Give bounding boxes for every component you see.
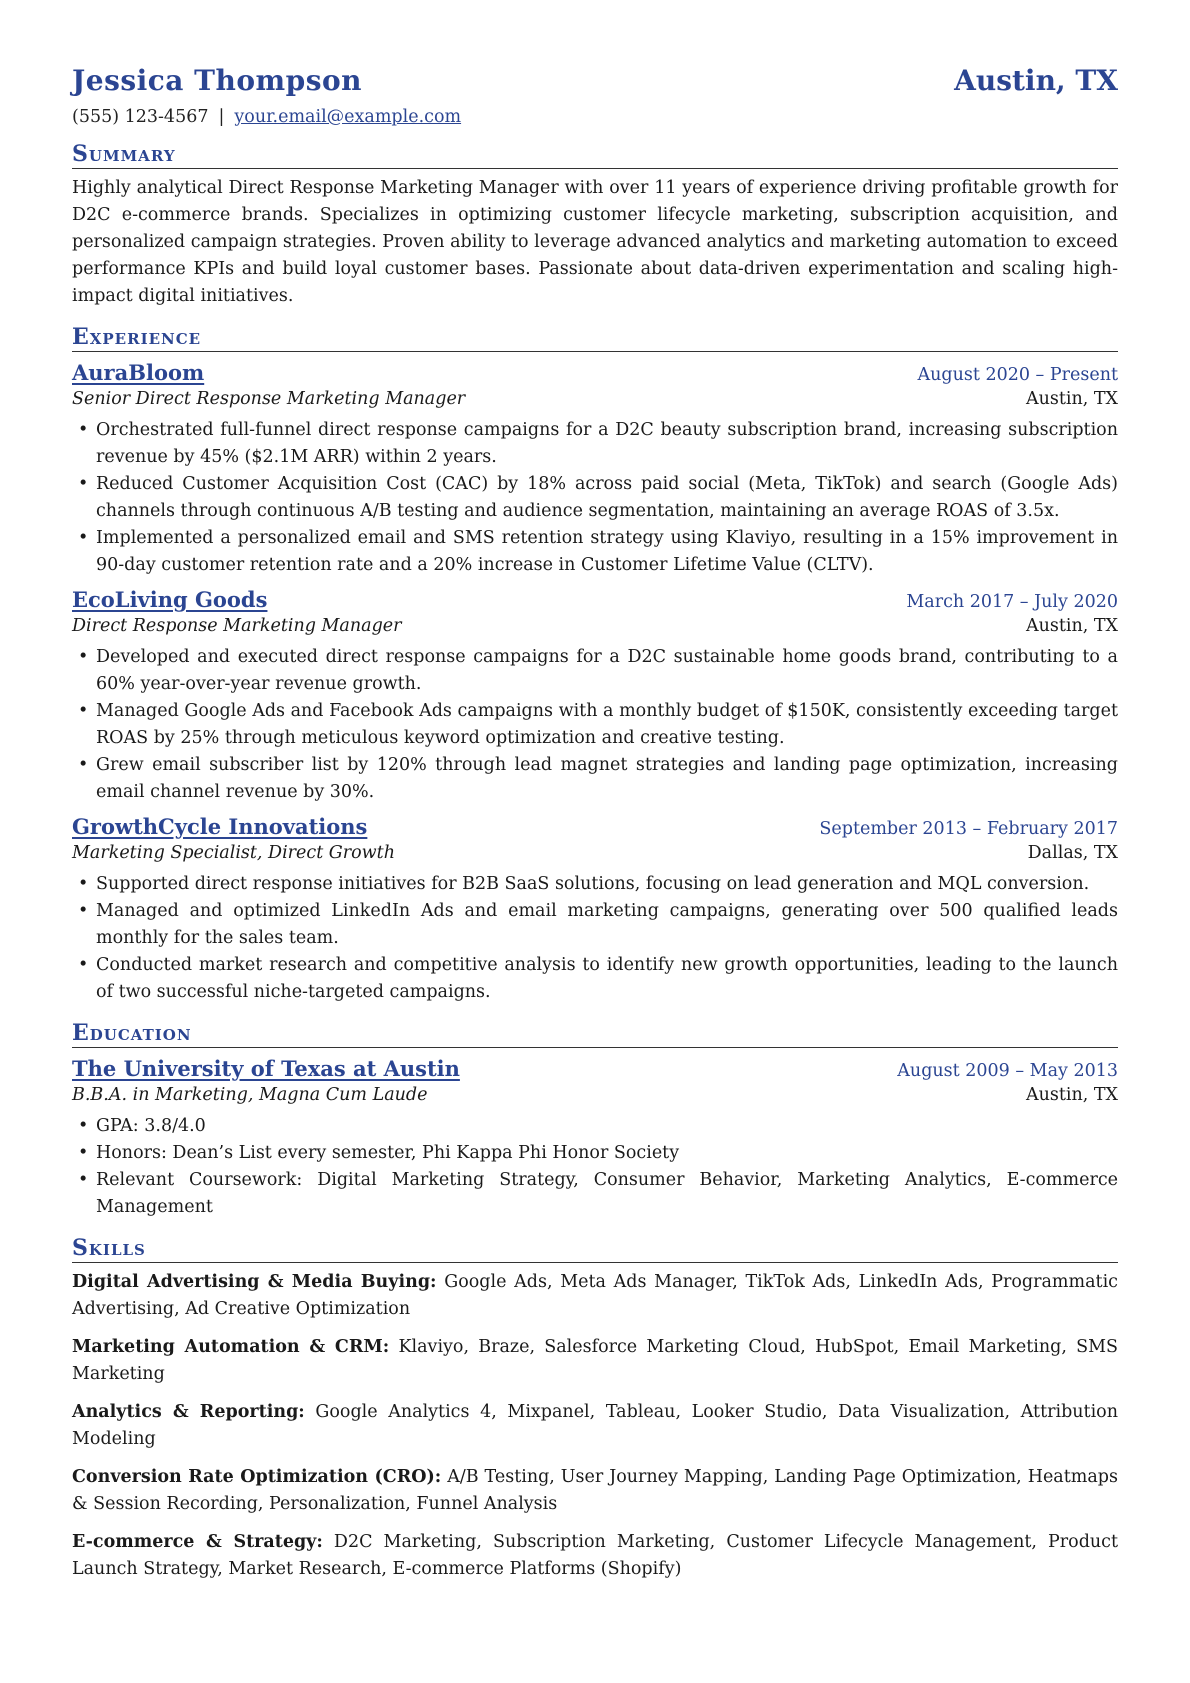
bullet-icon: •: [78, 701, 89, 721]
job-bullets: [72, 644, 1118, 806]
candidate-name: Jessica Thompson: [72, 64, 363, 97]
bullet-item: • Supported direct response initiatives for B2B SaaS solutions, focusing on lead generation and MQL conversion.: [72, 871, 1118, 898]
header: [72, 64, 1118, 97]
bullet-item: • GPA: 3.8/4.0: [72, 1113, 1118, 1140]
job-title: Marketing Specialist, Direct Growth: [72, 843, 395, 863]
skill-value: A/B Testing, User Journey Mapping, Landing Page Optimization, Heatmaps & Session Recording, Personalization, Funnel Analysis: [72, 1467, 1118, 1514]
company-link[interactable]: EcoLiving Goods: [72, 587, 268, 612]
job-entry: [72, 814, 1118, 1006]
job-title: Senior Direct Response Marketing Manager: [72, 389, 466, 409]
bullet-icon: •: [78, 647, 89, 667]
skill-value: D2C Marketing, Subscription Marketing, Customer Lifecycle Management, Product Launch Strategy, Market Research, E-commerce Platforms (Shopify): [72, 1532, 1119, 1579]
bullet-icon: •: [78, 874, 89, 894]
skill-row: [72, 1269, 1118, 1323]
company-link[interactable]: GrowthCycle Innovations: [72, 814, 368, 839]
education-entry: [72, 1056, 1118, 1221]
bullet-item: • Honors: Dean’s List every semester, Phi Kappa Phi Honor Society: [72, 1140, 1118, 1167]
contact-separator: |: [218, 107, 225, 127]
phone-number: (555) 123-4567: [72, 107, 209, 127]
job-bullets: [72, 871, 1118, 1006]
company-link[interactable]: AuraBloom: [72, 360, 205, 385]
summary-text: Highly analytical Direct Response Marketing Manager with over 11 years of experience driving profitable growth for D2C e-commerce brands. Specializes in optimizing customer lifecycle marketing, subscription acquisition, and personalized campaign strategies. Proven ability to leverage advanced analytics and marketing automation to exceed performance KPIs and build loyal customer bases. Passionate about data-driven experimentation and scaling high-impact digital initiatives.: [72, 178, 1118, 306]
school-link[interactable]: The University of Texas at Austin: [72, 1056, 460, 1081]
job-location: Dallas, TX: [1027, 843, 1118, 863]
bullet-icon: •: [78, 1143, 89, 1163]
bullet-item: • Conducted market research and competitive analysis to identify new growth opportunities, leading to the launch of two successful niche-targeted campaigns.: [72, 952, 1118, 1006]
job-entry: [72, 360, 1118, 579]
degree: B.B.A. in Marketing, Magna Cum Laude: [72, 1085, 428, 1105]
education-dates: August 2009 – May 2013: [897, 1061, 1118, 1081]
skill-row: [72, 1399, 1118, 1453]
job-dates: September 2013 – February 2017: [819, 819, 1118, 839]
bullet-item: • Orchestrated full-funnel direct response campaigns for a D2C beauty subscription brand, increasing subscription revenue by 45% ($2.1M ARR) within 2 years.: [72, 417, 1118, 471]
bullet-icon: •: [78, 420, 89, 440]
job-location: Austin, TX: [1025, 389, 1118, 409]
skill-label: Conversion Rate Optimization (CRO):: [72, 1467, 442, 1487]
bullet-item: • Reduced Customer Acquisition Cost (CAC) by 18% across paid social (Meta, TikTok) and search (Google Ads) channels through continuous A/B testing and audience segmentation, maintaining an average ROAS of 3.5x.: [72, 471, 1118, 525]
summary-heading: Summary: [72, 141, 1118, 169]
job-dates: March 2017 – July 2020: [906, 592, 1118, 612]
skill-row: [72, 1529, 1118, 1583]
bullet-item: • Grew email subscriber list by 120% through lead magnet strategies and landing page optimization, increasing email channel revenue by 30%.: [72, 752, 1118, 806]
bullet-icon: •: [78, 901, 89, 921]
bullet-icon: •: [78, 474, 89, 494]
email-link[interactable]: your.email@example.com: [234, 107, 462, 127]
skill-value: Google Ads, Meta Ads Manager, TikTok Ads, LinkedIn Ads, Programmatic Advertising, Ad Creative Optimization: [72, 1272, 1118, 1319]
skill-row: [72, 1334, 1118, 1388]
skill-label: E-commerce & Strategy:: [72, 1532, 323, 1552]
skill-value: Klaviyo, Braze, Salesforce Marketing Cloud, HubSpot, Email Marketing, SMS Marketing: [72, 1337, 1118, 1384]
bullet-icon: •: [78, 955, 89, 975]
education-location: Austin, TX: [1025, 1085, 1118, 1105]
education-bullets: [72, 1113, 1118, 1221]
bullet-item: • Managed Google Ads and Facebook Ads campaigns with a monthly budget of $150K, consistently exceeding target ROAS by 25% through meticulous keyword optimization and creative testing.: [72, 698, 1118, 752]
bullet-item: • Relevant Coursework: Digital Marketing Strategy, Consumer Behavior, Marketing Analytics, E-commerce Management: [72, 1167, 1118, 1221]
header-location: Austin, TX: [954, 64, 1118, 97]
bullet-item: • Developed and executed direct response campaigns for a D2C sustainable home goods brand, contributing to a 60% year-over-year revenue growth.: [72, 644, 1118, 698]
bullet-icon: •: [78, 755, 89, 775]
skill-label: Digital Advertising & Media Buying:: [72, 1272, 437, 1292]
education-heading: Education: [72, 1020, 1118, 1048]
skill-label: Marketing Automation & CRM:: [72, 1337, 390, 1357]
job-bullets: [72, 417, 1118, 579]
job-dates: August 2020 – Present: [917, 365, 1118, 385]
experience-heading: Experience: [72, 324, 1118, 352]
skills-heading: Skills: [72, 1235, 1118, 1263]
bullet-item: • Managed and optimized LinkedIn Ads and email marketing campaigns, generating over 500 qualified leads monthly for the sales team.: [72, 898, 1118, 952]
skill-row: [72, 1464, 1118, 1518]
job-title: Direct Response Marketing Manager: [72, 616, 402, 636]
skill-value: Google Analytics 4, Mixpanel, Tableau, Looker Studio, Data Visualization, Attribution Modeling: [72, 1402, 1118, 1449]
bullet-item: • Implemented a personalized email and SMS retention strategy using Klaviyo, resulting in a 15% improvement in 90-day customer retention rate and a 20% increase in Customer Lifetime Value (CLTV).: [72, 525, 1118, 579]
skill-label: Analytics & Reporting:: [72, 1402, 305, 1422]
bullet-icon: •: [78, 1170, 89, 1190]
bullet-icon: •: [78, 528, 89, 548]
contact-line: [72, 107, 1118, 127]
job-entry: [72, 587, 1118, 806]
job-location: Austin, TX: [1025, 616, 1118, 636]
bullet-icon: •: [78, 1116, 89, 1136]
